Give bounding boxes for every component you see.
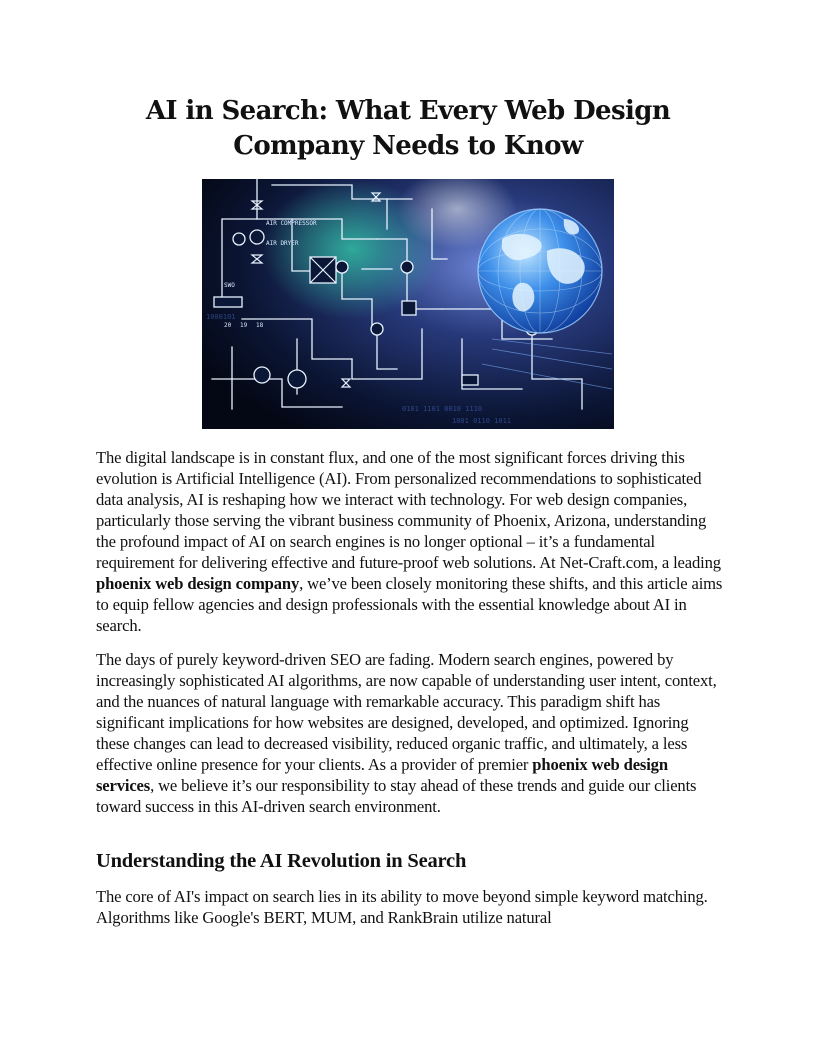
article-title-line1: AI in Search: What Every Web Design: [145, 96, 671, 126]
binary-text: 1000101: [206, 313, 236, 321]
image-label: 20: [224, 322, 232, 329]
hero-illustration: [202, 179, 614, 429]
section-heading: Understanding the AI Revolution in Search: [96, 850, 467, 872]
paragraph-ai-core: The core of AI's impact on search lies in its ability to move beyond simple keyword matching. Algorithms like Google's BERT, MUM, and RankBrain utilize natural: [96, 887, 708, 927]
globe-graphic: [478, 209, 602, 333]
binary-text: 1001 0110 1011: [452, 417, 512, 425]
image-label: 19: [240, 322, 248, 329]
article-title-line2: Company Needs to Know: [233, 131, 583, 161]
binary-text: 0101 1101 0010 1110: [402, 405, 483, 413]
image-label: AIR COMPRESSOR: [266, 220, 317, 227]
network-globe-image: [202, 179, 614, 429]
image-label: AIR DRYER: [266, 240, 299, 247]
phoenix-web-design-services-link[interactable]: phoenix web design services: [96, 755, 668, 795]
image-label: 18: [256, 322, 264, 329]
paragraph-seo-shift-text-a: The days of purely keyword-driven SEO are fading. Modern search engines, powered by increasingly sophisticated AI algorithms, are now capable of understanding user intent, context, and the nuances of natural language with remarkable accuracy. This paradigm shift has significant implications for how websites are designed, developed, and optimized. Ignoring these changes can lead to decreased visibility, reduced organic traffic, and ultimately, a less effective online presence for your clients. As a provider of premier: [96, 650, 717, 774]
paragraph-seo-shift: [96, 649, 724, 817]
article-title: [96, 94, 720, 164]
phoenix-web-design-company-link[interactable]: phoenix web design company: [96, 574, 300, 593]
paragraph-intro: [96, 447, 724, 636]
paragraph-intro-text-a: The digital landscape is in constant flux, and one of the most significant forces driving this evolution is Artificial Intelligence (AI). From personalized recommendations to sophisticated data analysis, AI is reshaping how we interact with technology. For web design companies, particularly those serving the vibrant business community of Phoenix, Arizona, understanding the profound impact of AI on search engines is no longer optional – it’s a fundamental requirement for delivering effective and future-proof web solutions. At Net-Craft.com, a leading: [96, 448, 721, 572]
paragraph-seo-shift-text-b: , we believe it’s our responsibility to stay ahead of these trends and guide our clients toward success in this AI-driven search environment.: [96, 776, 697, 816]
image-label: SWO: [224, 282, 235, 289]
paragraph-intro-text-b: , we’ve been closely monitoring these shifts, and this article aims to equip fellow agencies and design professionals with the essential knowledge about AI in search.: [96, 574, 723, 635]
